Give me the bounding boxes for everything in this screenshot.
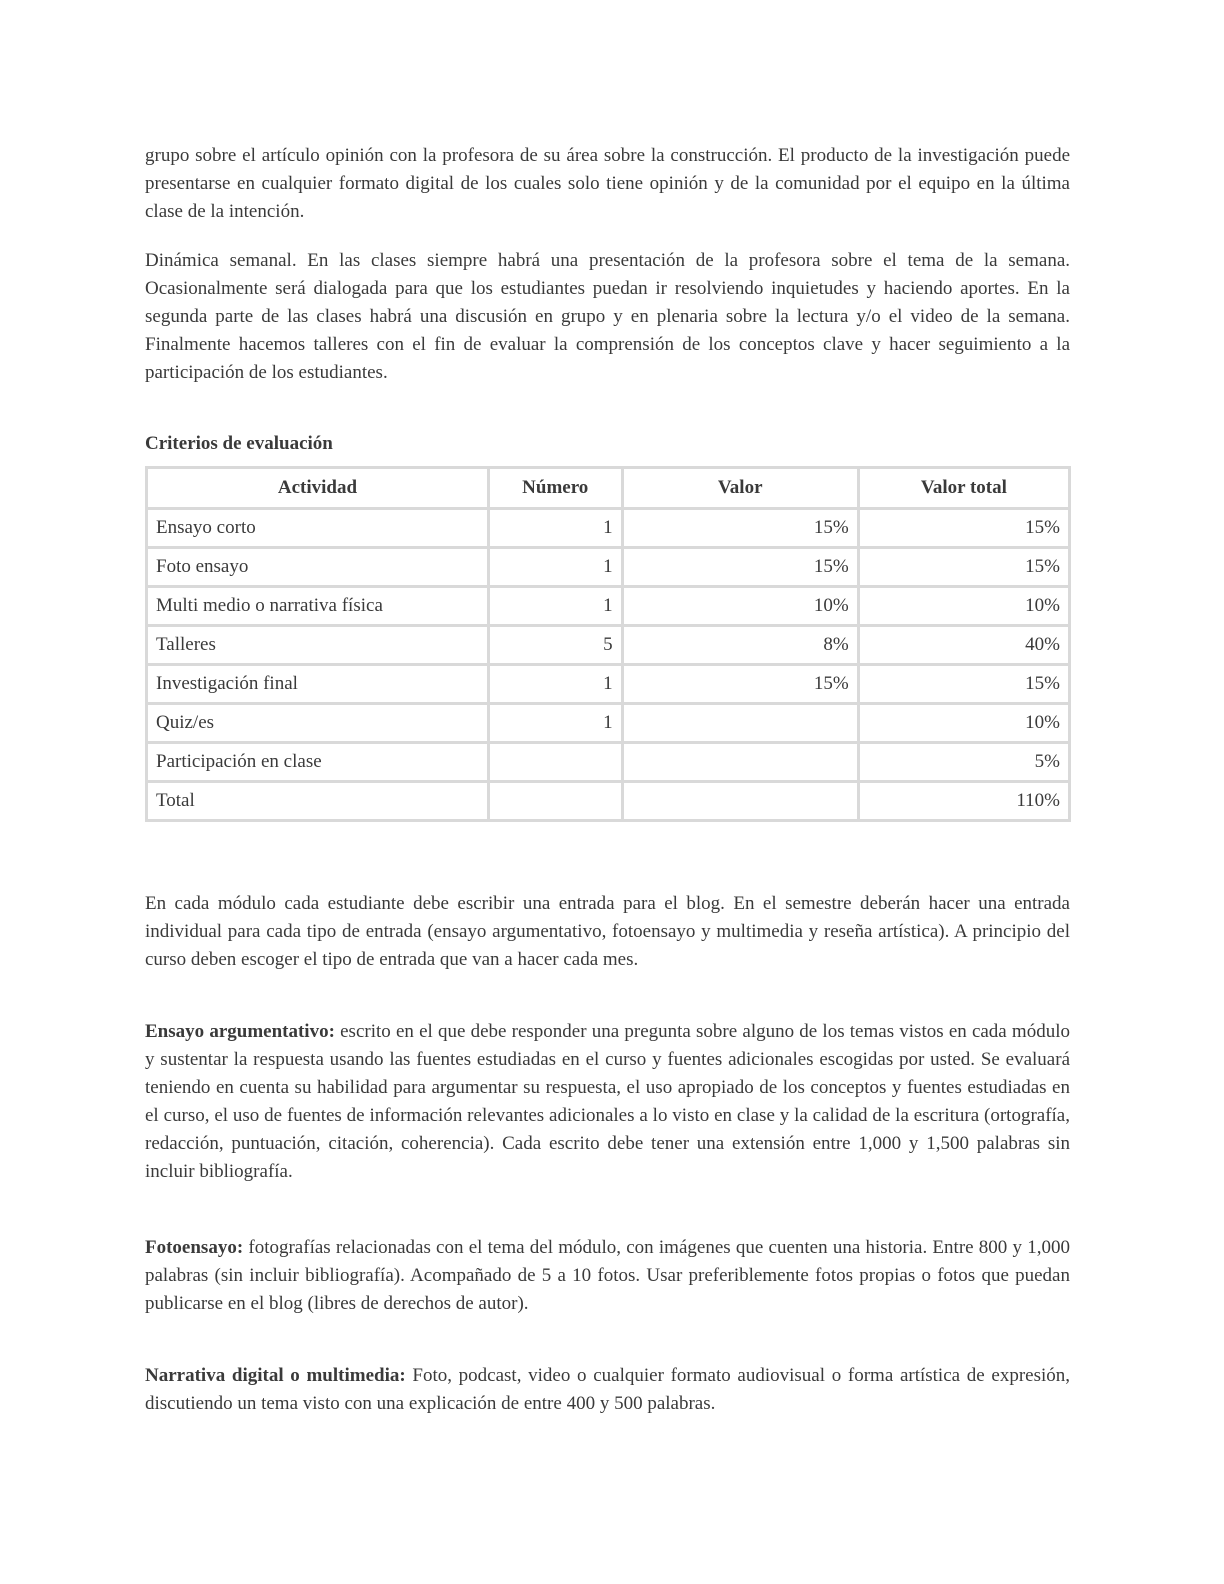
cell-value: 10% bbox=[622, 587, 858, 626]
cell-activity: Ensayo corto bbox=[147, 509, 489, 548]
table-row bbox=[147, 509, 1070, 548]
cell-total: 15% bbox=[858, 548, 1069, 587]
cell-activity: Talleres bbox=[147, 626, 489, 665]
cell-number: 1 bbox=[488, 587, 622, 626]
cell-total: 15% bbox=[858, 509, 1069, 548]
cell-number: 1 bbox=[488, 704, 622, 743]
cell-number bbox=[488, 743, 622, 782]
lead-narrativa: Narrativa digital o multimedia: bbox=[145, 1365, 406, 1386]
cell-total: 40% bbox=[858, 626, 1069, 665]
body-fotoensayo: fotografías relacionadas con el tema del módulo, con imágenes que cuenten una historia. Entre 800 y 1,000 palabras (sin incluir bibliografía). Acompañado de 5 a 10 fotos. Usar preferiblemente fotos propias o fotos que puedan publicarse en el blog (libres de derechos de autor). bbox=[145, 1237, 1070, 1314]
lead-fotoensayo: Fotoensayo: bbox=[145, 1237, 244, 1258]
body-narrativa: Foto, podcast, video o cualquier formato audiovisual o forma artística de expresión, discutiendo un tema visto con una explicación de entre 400 y 500 palabras. bbox=[145, 1365, 1071, 1414]
cell-value: 8% bbox=[622, 626, 858, 665]
cell-total: 10% bbox=[858, 704, 1069, 743]
cell-activity: Participación en clase bbox=[147, 743, 489, 782]
cell-activity: Quiz/es bbox=[147, 704, 489, 743]
table-row bbox=[147, 548, 1070, 587]
paragraph-1: grupo sobre el artículo opinión con la profesora de su área sobre la construcción. El producto de la investigación puede presentarse en cualquier formato digital de los cuales solo tiene opinión y de la comunidad por el equipo en la última clase de la intención. bbox=[145, 145, 1070, 222]
paragraph-fotoensayo bbox=[145, 1234, 1070, 1318]
cell-activity: Foto ensayo bbox=[147, 548, 489, 587]
cell-number: 1 bbox=[488, 665, 622, 704]
table-row-total bbox=[147, 782, 1070, 821]
paragraph-dinamica-semanal: Dinámica semanal. En las clases siempre habrá una presentación de la profesora sobre el tema de la semana. Ocasionalmente será dialogada para que los estudiantes puedan ir resolviendo inquietudes y haciendo aportes. En la segunda parte de las clases habrá una discusión en grupo y en plenaria sobre la lectura y/o el video de la semana. Finalmente hacemos talleres con el fin de evaluar la comprensión de los conceptos clave y hacer seguimiento a la participación de los estudiantes. bbox=[145, 250, 1070, 383]
cell-activity: Investigación final bbox=[147, 665, 489, 704]
body-ensayo: escrito en el que debe responder una pregunta sobre alguno de los temas vistos en cada módulo y sustentar la respuesta usando las fuentes estudiadas en el curso y fuentes adicionales escogidas por usted. Se evaluará teniendo en cuenta su habilidad para argumentar su respuesta, el uso apropiado de los conceptos y fuentes estudiadas en el curso, el uso de fuentes de información relevantes adicionales a lo visto en clase y la calidad de la escritura (ortografía, redacción, puntuación, citación, coherencia). Cada escrito debe tener una extensión entre 1,000 y 1,500 palabras sin incluir bibliografía. bbox=[145, 1021, 1070, 1182]
header-valor: Valor bbox=[622, 468, 858, 509]
lead-ensayo: Ensayo argumentativo: bbox=[145, 1021, 335, 1042]
cell-value: 15% bbox=[622, 548, 858, 587]
cell-number: 1 bbox=[488, 548, 622, 587]
paragraph-ensayo bbox=[145, 1018, 1070, 1186]
paragraph-narrativa bbox=[145, 1362, 1070, 1418]
cell-value bbox=[622, 743, 858, 782]
table-title: Criterios de evaluación bbox=[145, 433, 333, 454]
table-row bbox=[147, 704, 1070, 743]
header-actividad: Actividad bbox=[147, 468, 489, 509]
cell-activity: Total bbox=[147, 782, 489, 821]
cell-number bbox=[488, 782, 622, 821]
cell-number: 1 bbox=[488, 509, 622, 548]
table-row bbox=[147, 665, 1070, 704]
table-row bbox=[147, 587, 1070, 626]
cell-number: 5 bbox=[488, 626, 622, 665]
cell-total: 15% bbox=[858, 665, 1069, 704]
cell-total: 110% bbox=[858, 782, 1069, 821]
table-row bbox=[147, 626, 1070, 665]
table-row bbox=[147, 743, 1070, 782]
cell-value: 15% bbox=[622, 509, 858, 548]
table-header-row bbox=[147, 468, 1070, 509]
header-valor-total: Valor total bbox=[858, 468, 1069, 509]
cell-total: 10% bbox=[858, 587, 1069, 626]
cell-total: 5% bbox=[858, 743, 1069, 782]
cell-value: 15% bbox=[622, 665, 858, 704]
cell-activity: Multi medio o narrativa física bbox=[147, 587, 489, 626]
paragraph-blog-entries: En cada módulo cada estudiante debe escribir una entrada para el blog. En el semestre deberán hacer una entrada individual para cada tipo de entrada (ensayo argumentativo, fotoensayo y multimedia y reseña artística). A principio del curso deben escoger el tipo de entrada que van a hacer cada mes. bbox=[145, 893, 1070, 970]
header-numero: Número bbox=[488, 468, 622, 509]
cell-value bbox=[622, 782, 858, 821]
grading-table bbox=[145, 466, 1071, 822]
cell-value bbox=[622, 704, 858, 743]
